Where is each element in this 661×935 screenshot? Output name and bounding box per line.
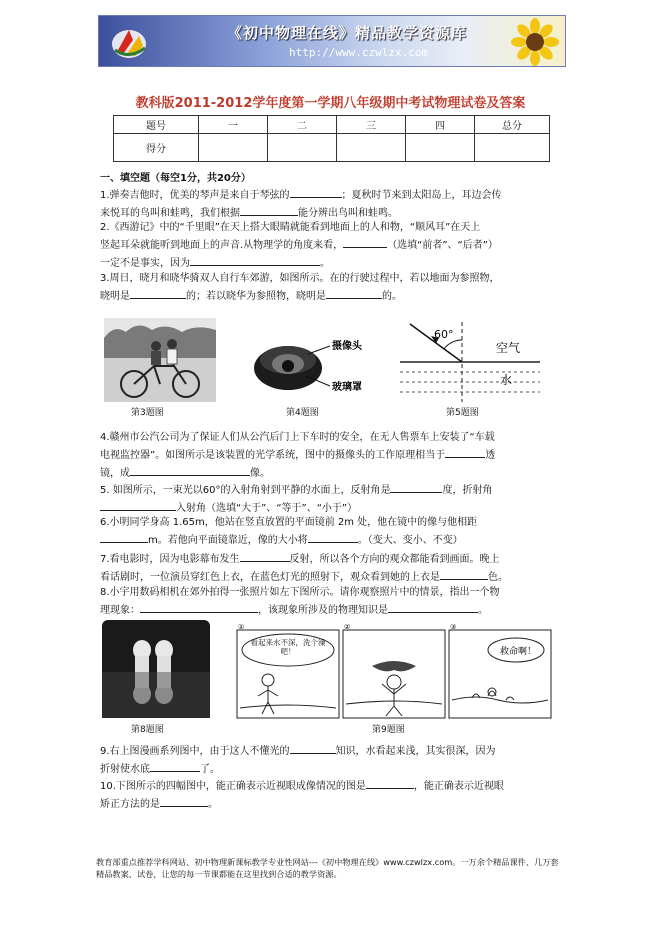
answer-blank[interactable] bbox=[190, 254, 320, 266]
fig5-air-label: 空气 bbox=[496, 341, 521, 355]
page-footer: 教育部重点推荐学科网站、初中物理新课标教学专业性网站---《初中物理在线》www.czwlzx.com。一万余个精品课件、几万套精品教案、试卷，让您的每一节课都能在这里找到合适的教学资源。 bbox=[96, 857, 559, 879]
site-logo-icon bbox=[109, 22, 149, 62]
fig9-bubble-2: 救命啊！ bbox=[500, 647, 537, 657]
sunflower-icon bbox=[511, 18, 559, 66]
table-cell: 一 bbox=[199, 116, 268, 134]
answer-blank[interactable] bbox=[440, 568, 488, 580]
fig3-tandem-bicycle-photo bbox=[104, 318, 216, 402]
question-text: 像。 bbox=[250, 468, 270, 479]
question-5 bbox=[100, 481, 562, 517]
question-text: m。若他向平面镜靠近，像的大小将 bbox=[148, 535, 308, 546]
answer-blank[interactable] bbox=[390, 481, 442, 493]
question-text: 看话剧时，一位演员穿红色上衣，在蓝色灯光的照射下，观众看到她的上衣是 bbox=[100, 572, 440, 583]
question-text: ，该现象所涉及的物理知识是 bbox=[258, 605, 388, 616]
answer-blank[interactable] bbox=[240, 550, 290, 562]
fig8-reflection-photo bbox=[102, 620, 210, 718]
question-10 bbox=[100, 777, 562, 813]
question-text: 色。 bbox=[488, 572, 508, 583]
question-text: 的。 bbox=[382, 291, 402, 302]
question-text: 镜，成 bbox=[100, 468, 130, 479]
score-table bbox=[113, 115, 550, 162]
figure-caption: 第4题图 bbox=[286, 408, 319, 418]
answer-blank[interactable] bbox=[160, 795, 208, 807]
question-text: 竖起耳朵就能听到地面上的声音.从物理学的角度来看， bbox=[100, 240, 344, 251]
question-text: 3.周日，晓月和晓华骑双人自行车郊游，如图所示。在的行驶过程中，若以地面为参照物， bbox=[100, 273, 500, 284]
question-text: 。 bbox=[478, 605, 488, 616]
fig9-bubble-1: 看起来水不深，洗个澡吧！ bbox=[250, 638, 326, 656]
question-6 bbox=[100, 515, 562, 549]
question-text: 8.小宇用数码相机在郊外拍得一张照片如左下图所示。请你观察照片中的情景，指出一个物 bbox=[100, 587, 500, 598]
score-input-cell[interactable] bbox=[406, 134, 475, 162]
question-text: 矫正方法的是 bbox=[100, 799, 160, 810]
score-table-header-row bbox=[114, 116, 550, 134]
question-text: 5. 如图所示，一束光以60°的入射角射到平静的水面上，反射角是 bbox=[100, 485, 391, 496]
question-8 bbox=[100, 585, 562, 619]
question-text: 6.小明同学身高 1.65m，他站在竖直放置的平面镜前 2m 处，他在镜中的像与他相距 bbox=[100, 517, 478, 528]
answer-blank[interactable] bbox=[445, 446, 485, 458]
fig5-water-label: 水 bbox=[500, 373, 513, 387]
answer-blank[interactable] bbox=[290, 742, 336, 754]
question-text: 知识，水看起来浅，其实很深，因为 bbox=[335, 746, 496, 757]
table-cell: 总分 bbox=[475, 116, 550, 134]
question-text: 一定不是事实，因为 bbox=[100, 258, 190, 269]
score-input-cell[interactable] bbox=[337, 134, 406, 162]
question-text: 9.右上图漫画系列图中，由于这人不懂光的 bbox=[100, 746, 290, 757]
question-9 bbox=[100, 742, 562, 778]
question-text: 理现象： bbox=[100, 605, 140, 616]
table-cell: 二 bbox=[268, 116, 337, 134]
answer-blank[interactable] bbox=[130, 464, 250, 476]
fig5-light-refraction-diagram bbox=[400, 318, 540, 404]
score-input-cell[interactable] bbox=[475, 134, 550, 162]
answer-blank[interactable] bbox=[308, 531, 358, 543]
figure-caption: 第9题图 bbox=[372, 725, 405, 735]
answer-blank[interactable] bbox=[130, 287, 186, 299]
svg-text:①: ① bbox=[238, 624, 245, 631]
answer-blank[interactable] bbox=[343, 236, 387, 248]
question-text: 度，折射角 bbox=[442, 485, 493, 496]
question-7 bbox=[100, 550, 562, 586]
question-text: 反射，所以各个方向的观众都能看到画面。晚上 bbox=[289, 554, 500, 565]
question-text: 2.《西游记》中的“千里眼”在天上搭大眼睛就能看到地面上的人和物，“顺风耳”在天上 bbox=[100, 222, 481, 233]
question-text: ，能正确表示近视眼 bbox=[413, 781, 504, 792]
question-text: 晓明是 bbox=[100, 291, 130, 302]
table-cell: 三 bbox=[337, 116, 406, 134]
document-title: 教科版2011-2012学年度第一学期八年级期中考试物理试卷及答案 bbox=[135, 96, 526, 111]
question-text: 透 bbox=[485, 450, 496, 461]
question-text: （选填“前者”、“后者”） bbox=[387, 240, 498, 251]
question-4 bbox=[100, 430, 562, 482]
fig9-comic-strip bbox=[236, 624, 552, 720]
fig4-label-glass: 玻璃罩 bbox=[332, 382, 362, 393]
section-heading: 一、填空题（每空1分，共20分） bbox=[100, 173, 251, 184]
figure-caption: 第8题图 bbox=[131, 725, 164, 735]
svg-text:②: ② bbox=[344, 624, 351, 631]
question-text: 电视监控器”。如图所示是该装置的光学系统，图中的摄像头的工作原理相当于 bbox=[100, 450, 446, 461]
question-3 bbox=[100, 271, 562, 305]
question-text: 能分辨出鸟叫和蛙鸣。 bbox=[298, 208, 398, 219]
banner-url[interactable]: http://www.czwlzx.com bbox=[289, 46, 429, 59]
question-text: 7.看电影时，因为电影幕布发生 bbox=[100, 554, 240, 565]
table-cell: 四 bbox=[406, 116, 475, 134]
question-text: 折射使水底 bbox=[100, 764, 150, 775]
score-table-score-row bbox=[114, 134, 550, 162]
score-input-cell[interactable] bbox=[268, 134, 337, 162]
answer-blank[interactable] bbox=[290, 186, 342, 198]
answer-blank[interactable] bbox=[240, 204, 298, 216]
question-1 bbox=[100, 186, 562, 222]
question-text: 。 bbox=[208, 799, 218, 810]
fig4-label-camera: 摄像头 bbox=[332, 341, 362, 352]
table-cell: 题号 bbox=[114, 116, 199, 134]
answer-blank[interactable] bbox=[326, 287, 382, 299]
question-text: 。（变大、变小、不变） bbox=[357, 535, 463, 546]
question-text: 1.弹奏吉他时，优美的琴声是来自于琴弦的 bbox=[100, 190, 290, 201]
question-text: 4.赣州市公汽公司为了保证人们从公汽后门上下车时的安全，在无人售票车上安装了“车载 bbox=[100, 432, 495, 443]
figure-caption: 第3题图 bbox=[131, 408, 164, 418]
svg-text:③: ③ bbox=[450, 624, 457, 631]
banner-title: 《初中物理在线》精品教学资源库 bbox=[227, 24, 468, 42]
figure-caption: 第5题图 bbox=[446, 408, 479, 418]
answer-blank[interactable] bbox=[366, 777, 414, 789]
question-text: 10.下图所示的四幅图中，能正确表示近视眼成像情况的图是 bbox=[100, 781, 366, 792]
table-cell: 得分 bbox=[114, 134, 199, 162]
question-text: 入射角（选填“大于”、“等于”、“小于”） bbox=[176, 503, 358, 514]
answer-blank[interactable] bbox=[100, 531, 148, 543]
question-text: 。 bbox=[320, 258, 330, 269]
answer-blank[interactable] bbox=[140, 601, 258, 613]
header-banner bbox=[98, 15, 566, 67]
question-text: ；夏秋时节来到太阳岛上，耳边会传 bbox=[341, 190, 502, 201]
answer-blank[interactable] bbox=[150, 760, 200, 772]
answer-blank[interactable] bbox=[388, 601, 478, 613]
question-text: 来悦耳的鸟叫和蛙鸣，我们根据 bbox=[100, 208, 240, 219]
fig5-angle-label: 60° bbox=[434, 328, 454, 341]
question-text: 的；若以晓华为参照物，晓明是 bbox=[186, 291, 326, 302]
answer-blank[interactable] bbox=[100, 499, 176, 511]
question-2 bbox=[100, 220, 562, 272]
score-input-cell[interactable] bbox=[199, 134, 268, 162]
question-text: 了。 bbox=[200, 764, 220, 775]
fig4-camera-diagram bbox=[248, 330, 378, 400]
